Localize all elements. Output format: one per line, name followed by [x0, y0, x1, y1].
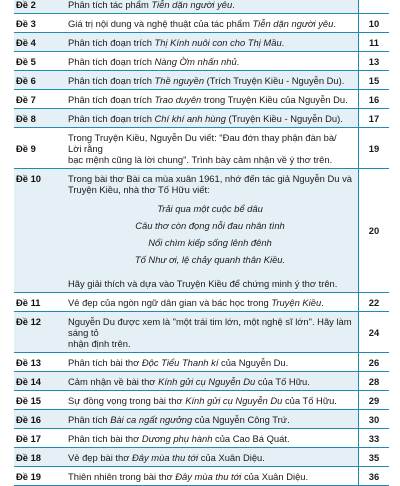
toc-row-page: 36	[359, 467, 390, 486]
toc-row-page: 28	[359, 372, 390, 391]
toc-row	[14, 312, 389, 353]
toc-row-title: Phân tích đoạn trích Trao duyên trong Truyện Kiều của Nguyễn Du.	[62, 90, 359, 109]
toc-row	[14, 0, 389, 14]
toc-row-label: Đề 7	[14, 90, 62, 109]
toc-row	[14, 169, 389, 293]
toc-row-tail: Hãy giải thích và dựa vào Truyện Kiều để chứng minh ý thơ trên.	[68, 278, 338, 289]
toc-row-label: Đề 8	[14, 109, 62, 128]
toc-row	[14, 52, 389, 71]
toc-row-page: 35	[359, 448, 390, 467]
toc-row-label: Đề 6	[14, 71, 62, 90]
toc-row-label: Đề 4	[14, 33, 62, 52]
toc-row-title: Thiên nhiên trong bài thơ Đây mùa thu tới của Xuân Diệu.	[62, 467, 359, 486]
toc-row	[14, 391, 389, 410]
toc-row-page: 33	[359, 429, 390, 448]
toc-row-page: 15	[359, 71, 390, 90]
toc-row-title: Sự đồng vọng trong bài thơ Kính gửi cụ Nguyễn Du của Tố Hữu.	[62, 391, 359, 410]
toc-row-title: Cảm nhận về bài thơ Kính gửi cụ Nguyễn Du của Tố Hữu.	[62, 372, 359, 391]
toc-row-label: Đề 13	[14, 353, 62, 372]
toc-row-page: 24	[359, 312, 390, 353]
toc-row	[14, 90, 389, 109]
toc-row-intro: Trong bài thơ Bài ca mùa xuân 1961, nhớ đến tác giả Nguyễn Du và Truyện Kiều, nhà thơ Tố Hữu viết:	[68, 173, 352, 195]
toc-row-page: 30	[359, 410, 390, 429]
toc-row	[14, 429, 389, 448]
toc-table	[14, 0, 389, 486]
toc-row	[14, 33, 389, 52]
toc-row	[14, 353, 389, 372]
toc-row-title: Giá trị nội dung và nghệ thuật của tác phẩm Tiễn dặn người yêu.	[62, 14, 359, 33]
toc-row-title: Phân tích đoạn trích Thề nguyền (Trích Truyện Kiều - Nguyễn Du).	[62, 71, 359, 90]
toc-row-label: Đề 12	[14, 312, 62, 353]
toc-row-label: Đề 14	[14, 372, 62, 391]
toc-row	[14, 14, 389, 33]
toc-row-title: Phân tích bài thơ Dương phụ hành của Cao Bá Quát.	[62, 429, 359, 448]
toc-row-label: Đề 15	[14, 391, 62, 410]
toc-row-page: 13	[359, 52, 390, 71]
toc-row-title: Vẻ đẹp của ngòn ngữ dân gian và bác học trong Truyện Kiều.	[62, 293, 359, 312]
toc-row-page: 29	[359, 391, 390, 410]
toc-row-label: Đề 19	[14, 467, 62, 486]
toc-row-page: 17	[359, 109, 390, 128]
toc-row-title: Vẻ đẹp bài thơ Đây mùa thu tới của Xuân Diệu.	[62, 448, 359, 467]
toc-row-title: Phân tích đoạn trích Chí khí anh hùng (Truyện Kiều - Nguyễn Du).	[62, 109, 359, 128]
toc-row-label: Đề 5	[14, 52, 62, 71]
toc-row	[14, 128, 389, 169]
toc-row-label: Đề 2	[14, 0, 62, 14]
toc-row-page: 19	[359, 128, 390, 169]
toc-row-page	[359, 0, 390, 14]
toc-row-page: 10	[359, 14, 390, 33]
toc-row-label: Đề 9	[14, 128, 62, 169]
toc-row-title: Phân tích bài thơ Độc Tiểu Thanh kí của Nguyễn Du.	[62, 353, 359, 372]
poem-line: Trải qua một cuộc bể dâu	[157, 203, 263, 214]
toc-row-title: Phân tích đoạn trích Nàng Ờm nhấn nhủ.	[62, 52, 359, 71]
toc-row	[14, 410, 389, 429]
toc-row	[14, 71, 389, 90]
toc-row-page: 20	[359, 169, 390, 293]
poem-line: Câu thơ còn đọng nỗi đau nhân tình	[135, 220, 285, 231]
toc-row-title: Trong Truyện Kiều, Nguyễn Du viết: "Đau đớn thay phận đàn bà/ Lời rằng bạc mệnh cũng là lời chung". Trình bày cảm nhận về ý thơ trên.	[62, 128, 359, 169]
toc-row-title: Phân tích đoạn trích Thị Kính nuôi con cho Thị Mầu.	[62, 33, 359, 52]
poem-line: Nổi chìm kiếp sống lênh đênh	[148, 237, 272, 248]
toc-row-label: Đề 17	[14, 429, 62, 448]
toc-row-label: Đề 11	[14, 293, 62, 312]
toc-row-title: Phân tích Bài ca ngất ngưởng của Nguyễn Công Trứ.	[62, 410, 359, 429]
toc-row-page: 22	[359, 293, 390, 312]
toc-row-title: Phân tích tác phẩm Tiễn dặn người yêu.	[62, 0, 359, 14]
toc-row-title: Nguyễn Du được xem là "một trái tim lớn, một nghệ sĩ lớn". Hãy làm sáng tỏ nhận định trên.	[62, 312, 359, 353]
toc-row	[14, 293, 389, 312]
toc-row-label: Đề 16	[14, 410, 62, 429]
poem-line: Tố Như ơi, lệ chảy quanh thân Kiều.	[134, 254, 286, 265]
toc-row	[14, 467, 389, 486]
toc-row	[14, 372, 389, 391]
toc-row-label: Đề 18	[14, 448, 62, 467]
toc-row-title	[62, 169, 359, 293]
toc-row	[14, 109, 389, 128]
toc-row-page: 16	[359, 90, 390, 109]
toc-row-page: 11	[359, 33, 390, 52]
toc-row-page: 26	[359, 353, 390, 372]
toc-row-label: Đề 10	[14, 169, 62, 293]
toc-row	[14, 448, 389, 467]
toc-row-label: Đề 3	[14, 14, 62, 33]
poem-excerpt	[68, 195, 352, 274]
